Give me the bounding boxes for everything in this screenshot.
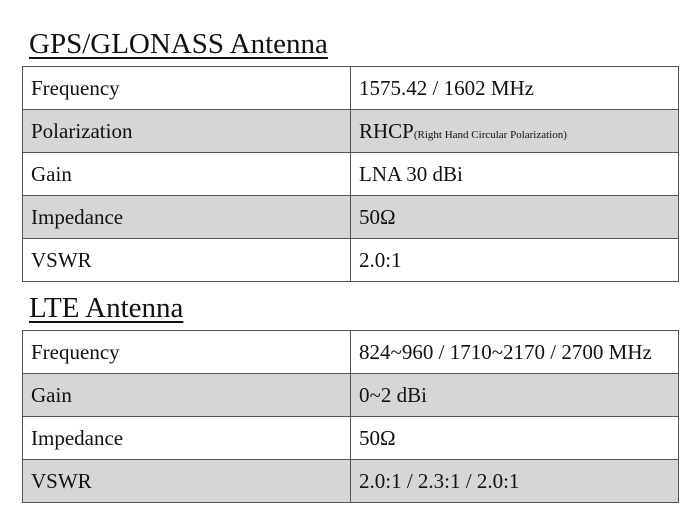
spec-value-frequency: 1575.42 / 1602 MHz xyxy=(351,67,679,110)
spec-label-frequency: Frequency xyxy=(23,67,351,110)
spec-label-polarization: Polarization xyxy=(23,110,351,153)
spec-value-vswr: 2.0:1 xyxy=(351,239,679,282)
spec-note-polarization: (Right Hand Circular Polarization) xyxy=(413,128,567,141)
table-row xyxy=(23,196,679,239)
spec-label-impedance: Impedance xyxy=(23,196,351,239)
spec-label-gain: Gain xyxy=(23,374,351,417)
table-row xyxy=(23,417,679,460)
spec-label-frequency: Frequency xyxy=(23,331,351,374)
spec-value-gain: 0~2 dBi xyxy=(351,374,679,417)
spec-value-polarization: RHCP xyxy=(359,118,414,143)
table-row xyxy=(23,374,679,417)
table-row xyxy=(23,67,679,110)
spec-label-gain: Gain xyxy=(23,153,351,196)
spec-value-gain: LNA 30 dBi xyxy=(351,153,679,196)
lte-spec-table xyxy=(22,330,679,503)
spec-label-vswr: VSWR xyxy=(23,460,351,503)
spec-value-impedance: 50Ω xyxy=(351,417,679,460)
spec-label-vswr: VSWR xyxy=(23,239,351,282)
table-row xyxy=(23,110,679,153)
table-row xyxy=(23,331,679,374)
spec-value-vswr: 2.0:1 / 2.3:1 / 2.0:1 xyxy=(351,460,679,503)
spec-value-frequency: 824~960 / 1710~2170 / 2700 MHz xyxy=(351,331,679,374)
table-row xyxy=(23,239,679,282)
table-row xyxy=(23,153,679,196)
spec-value-polarization-cell xyxy=(351,110,679,153)
spec-value-impedance: 50Ω xyxy=(351,196,679,239)
gps-glonass-spec-table xyxy=(22,66,679,282)
table-row xyxy=(23,460,679,503)
lte-antenna-heading: LTE Antenna xyxy=(29,292,184,324)
gps-glonass-antenna-heading: GPS/GLONASS Antenna xyxy=(29,28,328,60)
spec-label-impedance: Impedance xyxy=(23,417,351,460)
